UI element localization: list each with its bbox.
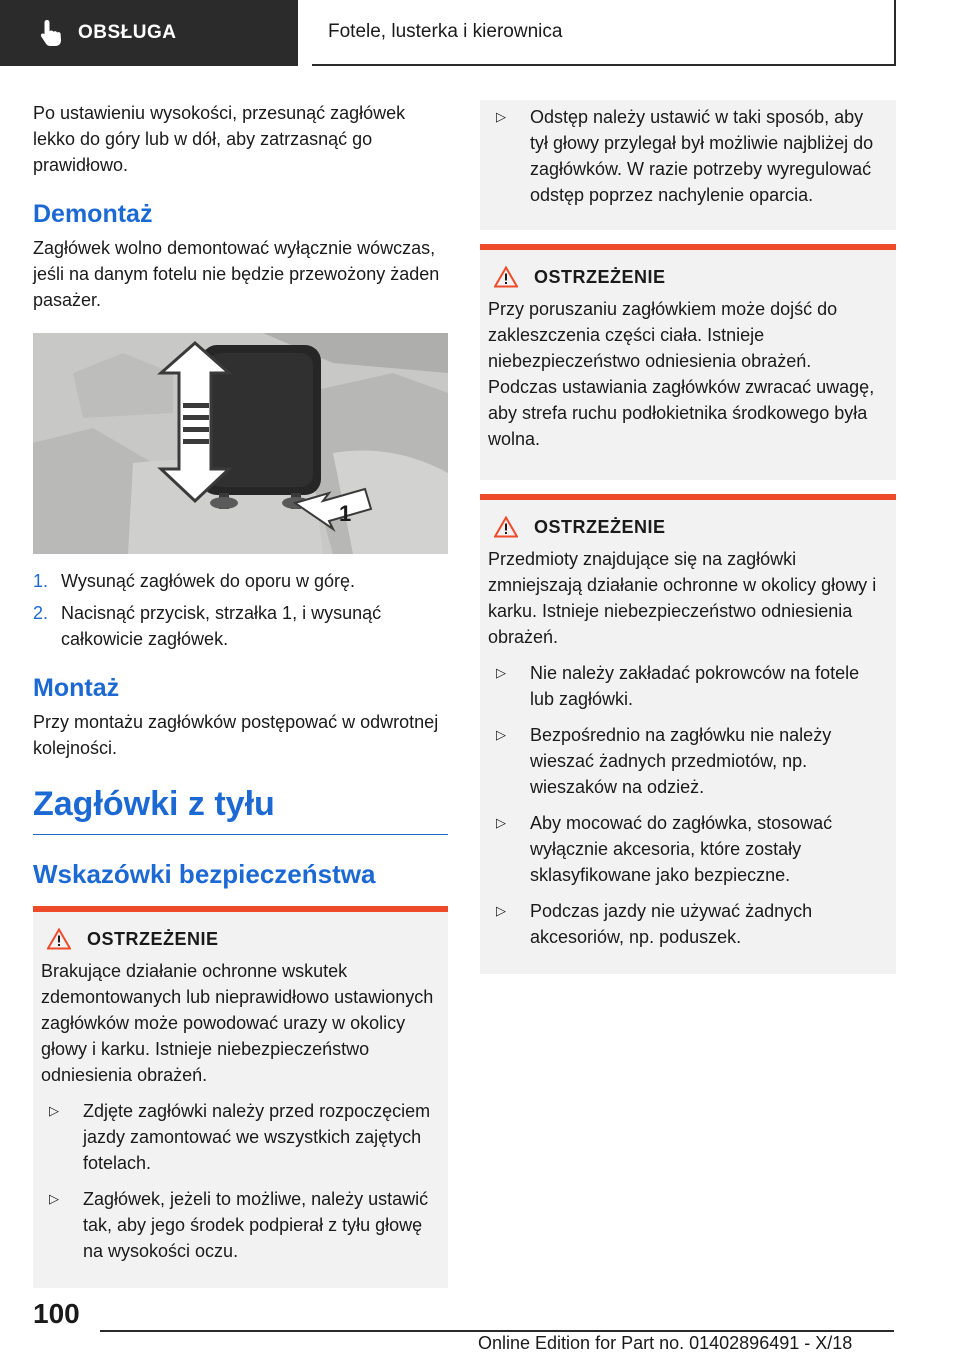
section-heading-rear-headrests: Zagłówki z tyłu: [33, 785, 448, 835]
section-tab[interactable]: [0, 0, 298, 66]
headrest-figure-svg: [33, 333, 448, 554]
demontaz-paragraph: Zagłówek wolno demontować wyłącznie wówczas, jeśli na danym fotelu nie będzie przewożony żaden pasażer.: [33, 238, 440, 310]
warning-label: OSTRZEŻENIE: [534, 266, 666, 287]
warning-label: OSTRZEŻENIE: [87, 928, 219, 949]
warning-text: Przy poruszaniu zagłówkiem może dojść do zakleszczenia części ciała. Istnieje niebezpieczeństwo odniesienia obrażeń. Podczas ustawiania zagłówków zwracać uwagę, aby strefa ruchu podłokietnika środkowego była wolna.: [488, 299, 875, 449]
intro-paragraph: Po ustawieniu wysokości, przesunąć zagłówek lekko do góry lub w dół, aby zatrzasnąć go prawidłowo.: [33, 103, 406, 175]
triangle-bullet-icon: ▷: [496, 903, 506, 918]
list-item: [488, 810, 882, 888]
list-item-text: Nie należy zakładać pokrowców na fotele lub zagłówki.: [530, 663, 860, 709]
list-item-text: Aby mocować do zagłówka, stosować wyłącznie akcesoria, które zostały sklasyfikowane jako bezpieczne.: [530, 813, 833, 885]
figure-callout-1: 1: [339, 501, 352, 526]
continued-list: [488, 104, 882, 208]
step-number: 2.: [33, 603, 49, 623]
list-item-text: Zdjęte zagłówki należy przed rozpoczęciem jazdy zamontować we wszystkich zajętych fotelach.: [83, 1101, 431, 1173]
section-label: OBSŁUGA: [78, 22, 177, 43]
demontaz-heading: Demontaż: [33, 200, 153, 228]
warning-box: [480, 244, 896, 480]
chapter-title: Fotele, lusterka i kierownica: [312, 0, 896, 66]
list-item: [33, 600, 448, 652]
safety-notes-heading: Wskazówki bezpieczeństwa: [33, 859, 376, 889]
step-text: Wysunąć zagłówek do oporu w górę.: [61, 571, 355, 591]
hand-pointer-icon: [38, 18, 64, 48]
warning-label: OSTRZEŻENIE: [534, 516, 666, 537]
list-item-text: Odstęp należy ustawić w taki sposób, aby tył głowy przylegał był możliwie najbliżej do zagłówków. W razie potrzeby wyregulować odstęp poprzez nachylenie oparcia.: [530, 107, 874, 205]
triangle-bullet-icon: ▷: [496, 727, 506, 742]
triangle-bullet-icon: ▷: [496, 815, 506, 830]
list-item: [488, 898, 882, 950]
warning-triangle-icon: [47, 928, 71, 950]
warning-header: [41, 928, 434, 950]
warning-triangle-icon: [494, 516, 518, 538]
warning-text: Brakujące działanie ochronne wskutek zdemontowanych lub nieprawidłowo ustawionych zagłówków może powodować urazy w okolicy głowy i karku. Istnieje niebezpieczeństwo odniesienia obrażeń.: [41, 961, 434, 1085]
list-item: [41, 1098, 434, 1176]
list-item: [33, 568, 448, 594]
list-item-text: Bezpośrednio na zagłówku nie należy wieszać żadnych przedmiotów, np. wieszaków na odzież.: [530, 725, 832, 797]
edition-note: Online Edition for Part no. 01402896491 - X/18: [478, 1333, 853, 1353]
list-item-text: Podczas jazdy nie używać żadnych akcesoriów, np. poduszek.: [530, 901, 813, 947]
montaz-heading: Montaż: [33, 674, 120, 702]
warning-box: [480, 494, 896, 974]
step-text: Nacisnąć przycisk, strzałka 1, i wysunąć całkowicie zagłówek.: [61, 603, 382, 649]
triangle-bullet-icon: ▷: [496, 109, 506, 124]
warning-box: [33, 906, 448, 1288]
triangle-bullet-icon: ▷: [49, 1103, 59, 1118]
headrest-illustration: [33, 333, 448, 554]
warning-triangle-icon: [494, 266, 518, 288]
list-item-text: Zagłówek, jeżeli to możliwe, należy ustawić tak, aby jego środek podpierał z tyłu głowę na wysokości oczu.: [83, 1189, 429, 1261]
warning-header: [488, 516, 882, 538]
warning-list: [41, 1098, 434, 1264]
triangle-bullet-icon: ▷: [49, 1191, 59, 1206]
footer-divider: [100, 1330, 894, 1332]
warning-header: [488, 266, 882, 288]
list-item: [488, 722, 882, 800]
list-item: [488, 660, 882, 712]
warning-text: Przedmioty znajdujące się na zagłówki zmniejszają działanie ochronne w okolicy głowy i karku. Istnieje niebezpieczeństwo odniesienia obrażeń.: [488, 549, 877, 647]
continued-warning-box: [480, 100, 896, 230]
step-number: 1.: [33, 571, 49, 591]
left-column: [33, 100, 448, 1288]
triangle-bullet-icon: ▷: [496, 665, 506, 680]
list-item: [41, 1186, 434, 1264]
page-number: 100: [33, 1298, 80, 1329]
right-column: [480, 100, 896, 974]
montaz-paragraph: Przy montażu zagłówków postępować w odwrotnej kolejności.: [33, 712, 439, 758]
list-item: [488, 104, 882, 208]
warning-list: [488, 660, 882, 950]
steps-list: [33, 568, 448, 652]
